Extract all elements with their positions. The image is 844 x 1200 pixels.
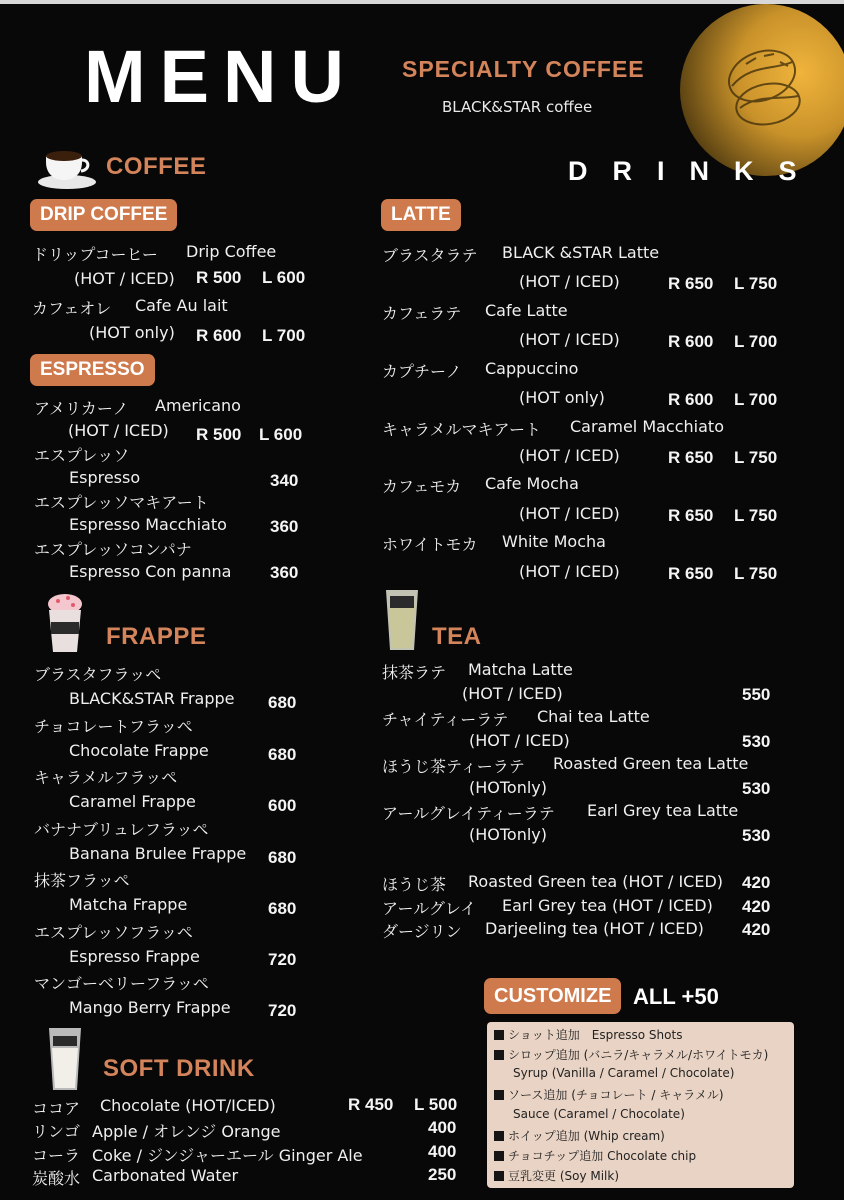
frappe-item-price: 680 <box>268 693 297 712</box>
frappe-section-title: FRAPPE <box>106 623 207 650</box>
customize-option: シロップ追加 (バニラ/キャラメル/ホワイトモカ) <box>494 1046 768 1063</box>
tea-latte-jp: チャイティーラテ <box>382 710 509 729</box>
tea-latte-jp: アールグレイティーラテ <box>382 804 555 823</box>
tea-plain-jp: ダージリン <box>382 922 462 941</box>
drip-coffee-note: (HOT / ICED) <box>74 269 175 288</box>
tea-latte-price: 550 <box>742 685 771 704</box>
latte-item-jp: カフェラテ <box>382 304 462 323</box>
soft-drink-cup-icon <box>46 1026 84 1092</box>
latte-item-price-l: L 700 <box>734 332 778 351</box>
latte-item-en: Caramel Macchiato <box>570 417 724 436</box>
tea-latte-jp: 抹茶ラテ <box>382 663 447 682</box>
drinks-heading: DRINKS <box>568 156 822 186</box>
tea-latte-en: Roasted Green tea Latte <box>553 754 749 773</box>
soft-item-price-l: L 500 <box>414 1095 458 1114</box>
latte-item-price-l: L 750 <box>734 448 778 467</box>
tea-latte-note: (HOTonly) <box>469 778 548 797</box>
tea-latte-note: (HOTonly) <box>469 825 548 844</box>
soft-item-en: Chocolate (HOT/ICED) <box>100 1096 276 1115</box>
frappe-item-en: Matcha Frappe <box>69 895 188 914</box>
tea-plain-en: Darjeeling tea (HOT / ICED) <box>485 919 704 938</box>
soft-item-jp: ココア <box>32 1099 81 1118</box>
logo-badge <box>680 4 844 176</box>
latte-item-price-l: L 750 <box>734 274 778 293</box>
cafe-au-lait-price-r: R 600 <box>196 326 242 345</box>
tea-section-title: TEA <box>432 623 482 650</box>
frappe-item-en: Chocolate Frappe <box>69 741 209 760</box>
drip-coffee-price-l: L 600 <box>262 268 306 287</box>
customize-option: ホイップ追加 (Whip cream) <box>494 1127 665 1144</box>
tea-latte-note: (HOT / ICED) <box>469 731 570 750</box>
latte-item-jp: ブラスタラテ <box>382 246 478 265</box>
americano-jp: アメリカーノ <box>34 399 129 418</box>
cafe-au-lait-price-l: L 700 <box>262 326 306 345</box>
soft-drink-section-title: SOFT DRINK <box>103 1055 255 1082</box>
latte-item-price-r: R 600 <box>668 332 714 351</box>
drip-coffee-en: Drip Coffee <box>186 242 277 261</box>
drip-coffee-jp: ドリップコーヒー <box>32 245 158 264</box>
latte-item-en: Cafe Mocha <box>485 474 579 493</box>
tea-latte-en: Earl Grey tea Latte <box>587 801 739 820</box>
customize-option-detail: Sauce (Caramel / Chocolate) <box>513 1107 685 1121</box>
soft-item-price-r: R 450 <box>348 1095 394 1114</box>
espresso-con-panna-en: Espresso Con panna <box>69 562 232 581</box>
frappe-item-en: BLACK&STAR Frappe <box>69 689 235 708</box>
soft-item-jp: 炭酸水 <box>32 1169 81 1188</box>
customize-option: 豆乳変更 (Soy Milk) <box>494 1167 619 1184</box>
frappe-item-price: 600 <box>268 796 297 815</box>
tea-latte-price: 530 <box>742 732 771 751</box>
latte-item-en: BLACK &STAR Latte <box>502 243 660 262</box>
soft-item-en: Coke / ジンジャーエール Ginger Ale <box>92 1146 363 1165</box>
americano-note: (HOT / ICED) <box>68 421 169 440</box>
americano-price-l: L 600 <box>259 425 303 444</box>
frappe-item-jp: キャラメルフラッペ <box>34 768 178 787</box>
tea-plain-price: 420 <box>742 873 771 892</box>
drip-coffee-price-r: R 500 <box>196 268 242 287</box>
latte-item-price-r: R 650 <box>668 564 714 583</box>
bullet-square-icon <box>494 1131 504 1141</box>
frappe-item-en: Banana Brulee Frappe <box>69 844 247 863</box>
espresso-label: ESPRESSO <box>30 354 155 386</box>
latte-item-price-r: R 650 <box>668 448 714 467</box>
cafe-au-lait-note: (HOT only) <box>89 323 175 342</box>
frappe-item-jp: エスプレッソフラッペ <box>34 923 193 942</box>
soft-item-en: Apple / オレンジ Orange <box>92 1122 281 1141</box>
frappe-cup-icon <box>44 592 86 654</box>
espresso-con-panna-jp: エスプレッソコンパナ <box>34 540 192 559</box>
tea-latte-jp: ほうじ茶ティーラテ <box>382 757 525 776</box>
frappe-item-price: 720 <box>268 1001 297 1020</box>
espresso-en: Espresso <box>69 468 141 487</box>
latte-item-note: (HOT / ICED) <box>519 446 620 465</box>
espresso-macchiato-jp: エスプレッソマキアート <box>34 493 209 512</box>
espresso-macchiato-price: 360 <box>270 517 299 536</box>
espresso-jp: エスプレッソ <box>34 446 130 465</box>
soft-item-price: 250 <box>428 1165 457 1184</box>
cafe-au-lait-jp: カフェオレ <box>32 299 112 318</box>
latte-item-note: (HOT / ICED) <box>519 562 620 581</box>
cafe-au-lait-en: Cafe Au lait <box>135 296 228 315</box>
tea-latte-price: 530 <box>742 826 771 845</box>
tea-plain-jp: アールグレイ <box>382 899 477 918</box>
latte-item-en: Cafe Latte <box>485 301 568 320</box>
latte-item-jp: キャラメルマキアート <box>382 420 542 439</box>
soft-item-price: 400 <box>428 1142 457 1161</box>
tea-cup-icon <box>383 588 421 652</box>
coffee-cup-icon <box>36 144 98 190</box>
latte-item-en: White Mocha <box>502 532 606 551</box>
tea-latte-en: Chai tea Latte <box>537 707 650 726</box>
bullet-square-icon <box>494 1050 504 1060</box>
latte-item-note: (HOT only) <box>519 388 605 407</box>
customize-label: CUSTOMIZE <box>484 978 621 1014</box>
soft-item-en: Carbonated Water <box>92 1166 239 1185</box>
frappe-item-en: Espresso Frappe <box>69 947 200 966</box>
espresso-macchiato-en: Espresso Macchiato <box>69 515 227 534</box>
tea-plain-en: Earl Grey tea (HOT / ICED) <box>502 896 713 915</box>
latte-item-jp: ホワイトモカ <box>382 535 478 554</box>
latte-label: LATTE <box>381 199 461 231</box>
soft-item-price: 400 <box>428 1118 457 1137</box>
tea-plain-price: 420 <box>742 897 771 916</box>
frappe-item-jp: 抹茶フラッペ <box>34 871 130 890</box>
frappe-item-price: 680 <box>268 848 297 867</box>
latte-item-note: (HOT / ICED) <box>519 272 620 291</box>
americano-price-r: R 500 <box>196 425 242 444</box>
espresso-con-panna-price: 360 <box>270 563 299 582</box>
customize-option-detail: Syrup (Vanilla / Caramel / Chocolate) <box>513 1066 735 1080</box>
frappe-item-en: Caramel Frappe <box>69 792 196 811</box>
customize-option: ソース追加 (チョコレート / キャラメル) <box>494 1086 724 1103</box>
frappe-item-price: 680 <box>268 745 297 764</box>
page-title: MENU <box>84 35 358 118</box>
specialty-heading: SPECIALTY COFFEE <box>402 56 645 82</box>
frappe-item-jp: ブラスタフラッペ <box>34 665 162 684</box>
bullet-square-icon <box>494 1030 504 1040</box>
latte-item-en: Cappuccino <box>485 359 579 378</box>
frappe-item-jp: バナナブリュレフラッペ <box>34 820 209 839</box>
latte-item-price-r: R 650 <box>668 274 714 293</box>
bullet-square-icon <box>494 1090 504 1100</box>
tea-plain-price: 420 <box>742 920 771 939</box>
latte-item-price-l: L 750 <box>734 506 778 525</box>
bullet-square-icon <box>494 1151 504 1161</box>
latte-item-price-l: L 750 <box>734 564 778 583</box>
tea-latte-price: 530 <box>742 779 771 798</box>
frappe-item-jp: マンゴーベリーフラッペ <box>34 974 209 993</box>
espresso-price: 340 <box>270 471 299 490</box>
tea-plain-en: Roasted Green tea (HOT / ICED) <box>468 872 723 891</box>
soft-item-jp: コーラ <box>32 1146 81 1165</box>
customize-price: ALL +50 <box>633 984 719 1009</box>
coffee-bean-icon <box>680 4 844 176</box>
latte-item-price-r: R 600 <box>668 390 714 409</box>
customize-options-box <box>487 1022 794 1188</box>
customize-option: ショット追加 Espresso Shots <box>494 1026 682 1043</box>
latte-item-price-r: R 650 <box>668 506 714 525</box>
bullet-square-icon <box>494 1171 504 1181</box>
frappe-item-price: 680 <box>268 899 297 918</box>
latte-item-note: (HOT / ICED) <box>519 504 620 523</box>
tea-latte-note: (HOT / ICED) <box>462 684 563 703</box>
americano-en: Americano <box>155 396 241 415</box>
latte-item-price-l: L 700 <box>734 390 778 409</box>
customize-option: チョコチップ追加 Chocolate chip <box>494 1147 696 1164</box>
latte-item-jp: カプチーノ <box>382 362 462 381</box>
frappe-item-price: 720 <box>268 950 297 969</box>
coffee-section-title: COFFEE <box>106 153 207 180</box>
tea-latte-en: Matcha Latte <box>468 660 573 679</box>
latte-item-note: (HOT / ICED) <box>519 330 620 349</box>
frappe-item-jp: チョコレートフラッペ <box>34 717 193 736</box>
latte-item-jp: カフェモカ <box>382 477 462 496</box>
tea-plain-jp: ほうじ茶 <box>382 875 447 894</box>
drip-coffee-label: DRIP COFFEE <box>30 199 177 231</box>
frappe-item-en: Mango Berry Frappe <box>69 998 231 1017</box>
soft-item-jp: リンゴ <box>32 1122 81 1141</box>
brand-name: BLACK&STAR coffee <box>442 98 593 116</box>
